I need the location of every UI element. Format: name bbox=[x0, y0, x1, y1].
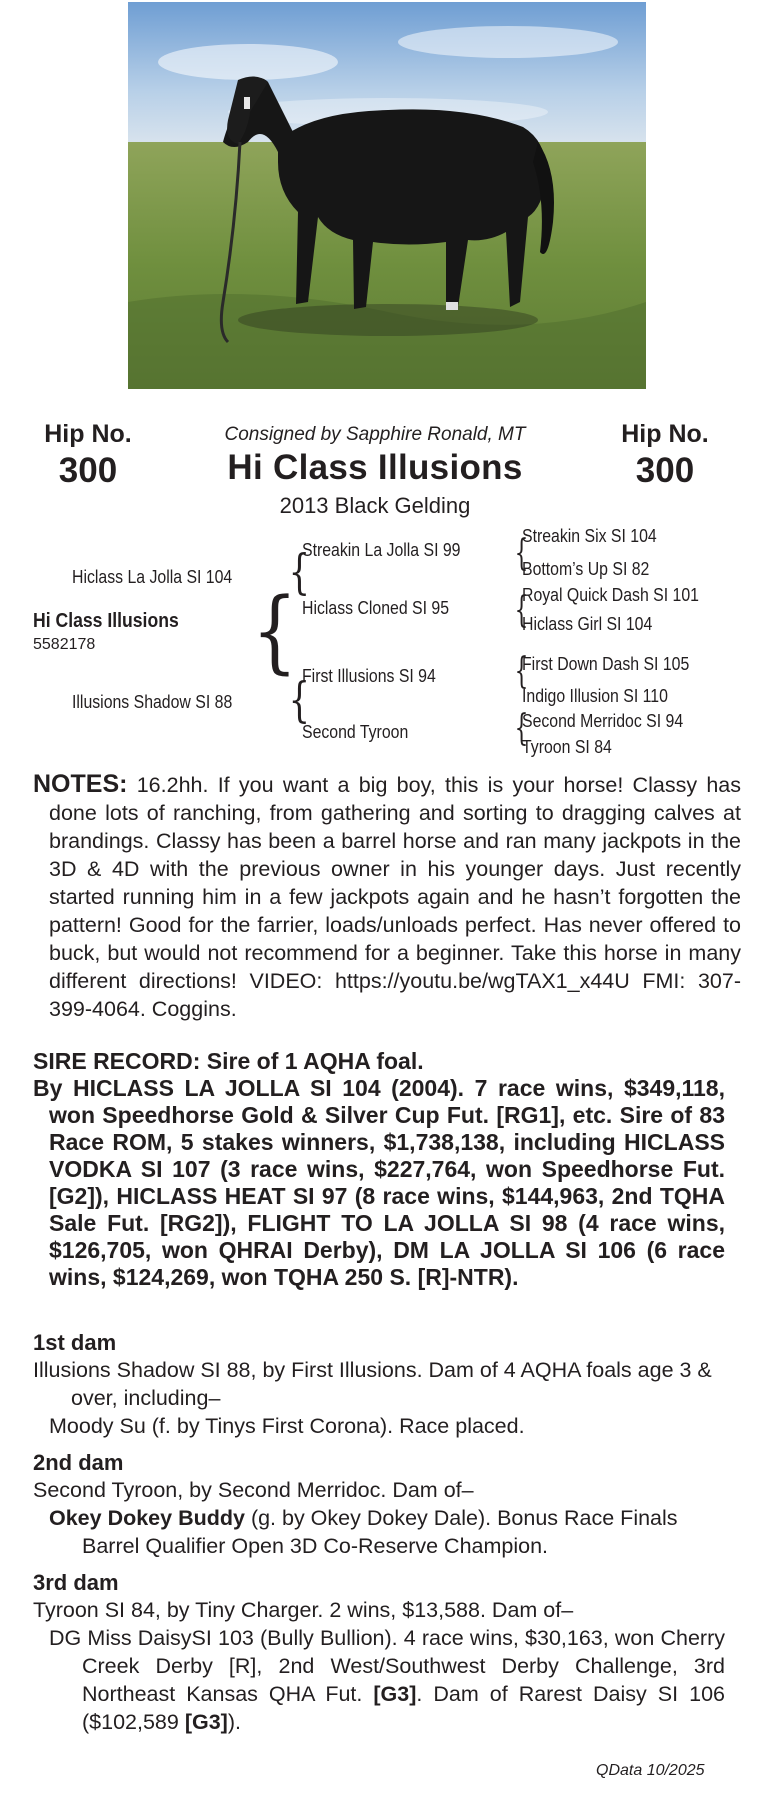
second-dam-offspring bbox=[33, 1504, 725, 1560]
sire-record-text: By HICLASS LA JOLLA SI 104 (2004). 7 race wins, $349,118, won Speedhorse Gold & Silver Cup Fut. [RG1], etc. Sire of 83 Race ROM, 5 stakes winners, $1,738,138, including HICLASS VODKA SI 107 (3 race wins, $227,764, won Speedhorse Fut. [G2]), HICLASS HEAT SI 97 (8 race wins, $144,963, 2nd TQHA Sale Fut. [RG2]), FLIGHT TO LA JOLLA SI 98 (4 race wins, $126,705, won QHRAI Derby), DM LA JOLLA SI 106 (6 race wins, $124,269, won TQHA 250 S. [R]-NTR). bbox=[33, 1075, 725, 1290]
pedigree-g1: Streakin Six SI 104 bbox=[522, 526, 657, 546]
sire-record bbox=[33, 1048, 725, 1291]
notes-text: 16.2hh. If you want a big boy, this is your horse! Classy has done lots of ranching, from gathering and sorting to dragging calves at brandings. Classy has been a barrel horse and ran many jackpots in the 3D & 4D with the previous owner in his younger days. Just recently started running him in a few jackpots again and he hasn’t forgotten the pattern! Good for the farrier, loads/unloads perfect. Has never offered to buck, but would not recommend for a beginner. Take this horse in many different directions! VIDEO: https://youtu.be/wgTAX1_x44U FMI: 307-399-4064. Coggins. bbox=[49, 773, 741, 1021]
pedigree-dam-dam: Second Tyroon bbox=[302, 722, 409, 742]
pedigree-sire: Hiclass La Jolla SI 104 bbox=[72, 567, 233, 587]
pedigree-dam-sire: First Illusions SI 94 bbox=[302, 666, 436, 686]
pedigree-g6: Indigo Illusion SI 110 bbox=[522, 686, 668, 706]
sire-record-title: SIRE RECORD: Sire of 1 AQHA foal. bbox=[33, 1048, 424, 1074]
first-dam-section bbox=[33, 1330, 725, 1440]
hip-value-right: 300 bbox=[635, 451, 695, 490]
first-dam-heading: 1st dam bbox=[33, 1330, 117, 1355]
second-dam-heading: 2nd dam bbox=[33, 1450, 124, 1475]
third-dam-grade-2: [G3] bbox=[184, 1710, 228, 1734]
pedigree-g8: Tyroon SI 84 bbox=[522, 737, 612, 757]
third-dam-offspring-end: ). bbox=[227, 1710, 241, 1734]
notes-label: NOTES: bbox=[33, 770, 128, 798]
pedigree-g7: Second Merridoc SI 94 bbox=[522, 711, 684, 731]
pedigree-sire-sire: Streakin La Jolla SI 99 bbox=[302, 540, 461, 560]
hip-value-left: 300 bbox=[58, 451, 118, 490]
second-dam-line: Second Tyroon, by Second Merridoc. Dam of– bbox=[33, 1478, 474, 1502]
hip-label-right: Hip No. bbox=[621, 420, 709, 448]
pedigree-g2: Bottom’s Up SI 82 bbox=[522, 559, 650, 579]
hip-label-left: Hip No. bbox=[44, 420, 132, 448]
second-dam-section bbox=[33, 1450, 725, 1560]
hip-number-right bbox=[605, 420, 725, 492]
pedigree-brace-g4: { bbox=[514, 708, 529, 749]
horse-name: Hi Class Illusions bbox=[227, 448, 523, 487]
pedigree-brace-g3: { bbox=[514, 651, 529, 692]
third-dam-section bbox=[33, 1570, 725, 1736]
pedigree-dam: Illusions Shadow SI 88 bbox=[72, 692, 233, 712]
footer-qdata: QData 10/2025 bbox=[596, 1762, 705, 1779]
first-dam-offspring: Moody Su (f. by Tinys First Corona). Race placed. bbox=[49, 1414, 525, 1438]
second-dam-offspring-name: Okey Dokey Buddy bbox=[49, 1506, 245, 1530]
pedigree-g5: First Down Dash SI 105 bbox=[522, 654, 690, 674]
pedigree-brace-sire: { bbox=[288, 544, 310, 600]
pedigree-reg-number: 5582178 bbox=[33, 636, 96, 653]
horse-description: 2013 Black Gelding bbox=[279, 493, 471, 518]
third-dam-offspring-text: DG Miss DaisySI 103 (Bully Bullion). 4 race wins, $30,163, won Cherry Creek Derby [R], 2nd West/Southwest Derby Challenge, 3rd Northeast Kansas QHA Fut. bbox=[49, 1626, 725, 1706]
pedigree-subject: Hi Class Illusions bbox=[33, 610, 179, 632]
hip-number-left bbox=[28, 420, 148, 492]
third-dam-offspring bbox=[33, 1624, 725, 1736]
pedigree-brace-dam: { bbox=[288, 672, 310, 728]
first-dam-line: Illusions Shadow SI 88, by First Illusions. Dam of 4 AQHA foals age 3 & over, including– bbox=[33, 1358, 712, 1410]
third-dam-grade-1: [G3] bbox=[373, 1682, 417, 1706]
second-dam-offspring-text: (g. by Okey Dokey Dale). Bonus Race Finals Barrel Qualifier Open 3D Co-Reserve Champion. bbox=[82, 1506, 678, 1558]
third-dam-offspring-text-2: . Dam of Rarest Daisy SI 106 ($102,589 bbox=[82, 1682, 725, 1734]
pedigree-sire-dam: Hiclass Cloned SI 95 bbox=[302, 598, 450, 618]
pedigree-brace-g2: { bbox=[514, 590, 529, 631]
third-dam-line: Tyroon SI 84, by Tiny Charger. 2 wins, $13,588. Dam of– bbox=[33, 1598, 574, 1622]
notes-section bbox=[33, 770, 741, 1023]
horse-image bbox=[128, 2, 646, 389]
pedigree-brace-main: { bbox=[251, 579, 298, 684]
third-dam-heading: 3rd dam bbox=[33, 1570, 119, 1595]
pedigree-g3: Royal Quick Dash SI 101 bbox=[522, 585, 699, 605]
consignor: Consigned by Sapphire Ronald, MT bbox=[224, 424, 526, 445]
pedigree-g4: Hiclass Girl SI 104 bbox=[522, 614, 653, 634]
pedigree-brace-g1: { bbox=[514, 533, 529, 574]
horse-photo bbox=[128, 2, 646, 389]
